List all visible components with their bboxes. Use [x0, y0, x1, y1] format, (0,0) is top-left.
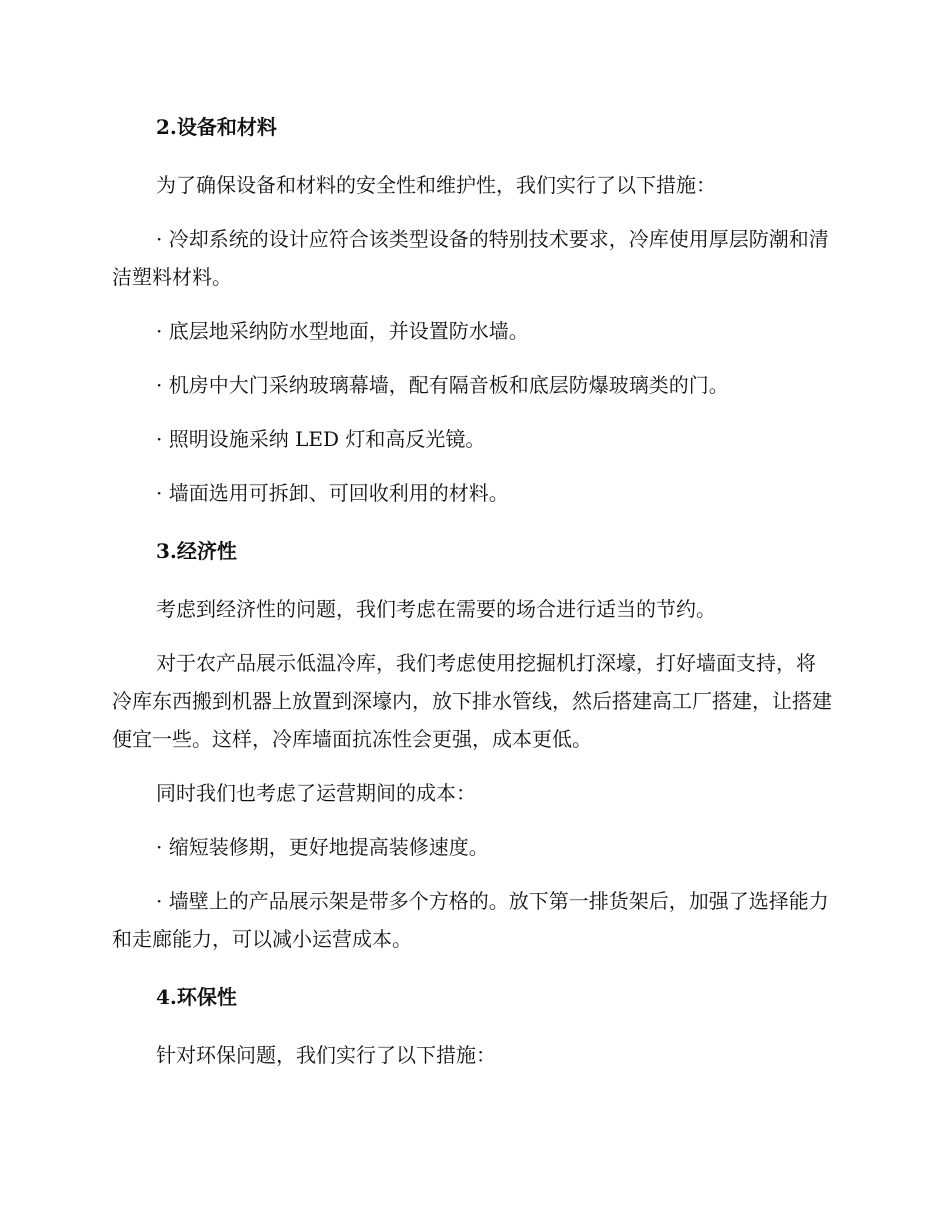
paragraph: 考虑到经济性的问题，我们考虑在需要的场合进行适当的节约。 [156, 597, 716, 621]
bullet-item: · 缩短装修期，更好地提高装修速度。 [156, 835, 489, 859]
paragraph: 为了确保设备和材料的安全性和维护性，我们实行了以下措施： [156, 173, 716, 197]
bullet-item: · 墙壁上的产品展示架是带多个方格的。放下第一排货架后，加强了选择能力和走廊能力，可以减小运营成本。 [112, 889, 829, 951]
bullet-item: · 机房中大门采纳玻璃幕墙，配有隔音板和底层防爆玻璃类的门。 [156, 373, 729, 397]
bullet-item: · 墙面选用可拆卸、可回收利用的材料。 [156, 481, 509, 505]
section-heading-equipment-materials: 2.设备和材料 [156, 115, 277, 139]
paragraph: 对于农产品展示低温冷库，我们考虑使用挖掘机打深壕，打好墙面支持，将冷库东西搬到机器上放置到深壕内，放下排水管线，然后搭建高工厂搭建，让搭建便宜一些。这样，冷库墙面抗冻性会更强，成本更低。 [112, 651, 832, 751]
section-heading-environmental: 4.环保性 [156, 985, 237, 1009]
paragraph: 同时我们也考虑了运营期间的成本： [156, 781, 476, 805]
bullet-item: · 照明设施采纳 LED 灯和高反光镜。 [156, 427, 486, 451]
bullet-item: · 冷却系统的设计应符合该类型设备的特别技术要求，冷库使用厚层防潮和清洁塑料材料。 [112, 227, 829, 289]
paragraph: 针对环保问题，我们实行了以下措施： [156, 1043, 496, 1067]
document-body [112, 104, 834, 1074]
bullet-item: · 底层地采纳防水型地面，并设置防水墙。 [156, 319, 529, 343]
section-heading-economy: 3.经济性 [156, 539, 237, 563]
